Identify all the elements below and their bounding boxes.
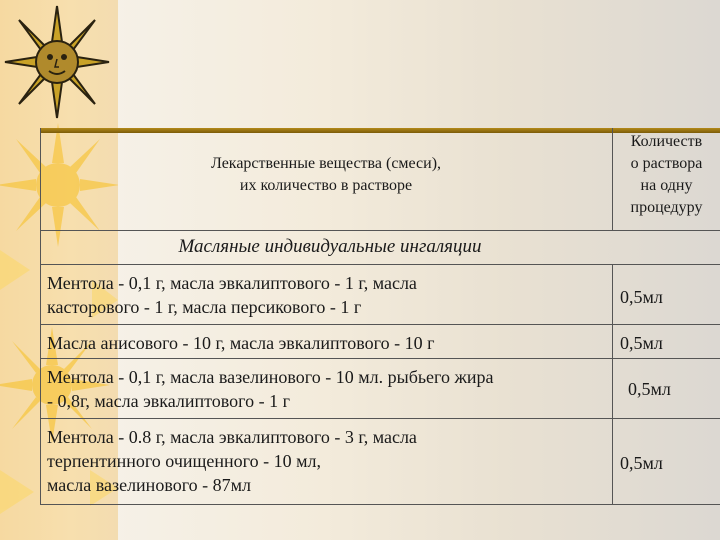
table-row-recipe [47, 425, 607, 497]
header-line: Лекарственные вещества (смеси), [210, 155, 442, 172]
recipe-line: Ментола - 0,1 г, масла вазелинового - 10 мл. рыбьего жира [47, 367, 494, 387]
row-divider [40, 230, 720, 231]
table-row-amount: 0,5мл [620, 287, 663, 307]
table-row-recipe [47, 365, 607, 413]
header-line: Количеств [630, 133, 703, 150]
column-divider [612, 264, 613, 505]
column-header-substances [40, 153, 612, 197]
recipe-line: касторового - 1 г, масла персикового - 1 г [47, 297, 362, 317]
table-row-amount: 0,5мл [620, 333, 663, 353]
recipe-line: Ментола - 0.8 г, масла эвкалиптового - 3 г, масла [47, 427, 417, 447]
row-divider [40, 504, 720, 505]
recipe-line: масла вазелинового - 87мл [47, 475, 251, 495]
table-row-recipe [47, 331, 607, 355]
table-row-amount: 0,5мл [620, 453, 663, 473]
header-line: на одну [640, 177, 693, 194]
header-line: о раствора [630, 155, 703, 172]
section-title: Масляные индивидуальные ингаляции [178, 236, 482, 257]
table-row-amount: 0,5мл [628, 379, 671, 399]
row-divider [40, 358, 720, 359]
header-line: их количество в растворе [239, 177, 413, 194]
sun-face-logo-icon [2, 2, 112, 122]
row-divider [40, 324, 720, 325]
column-header-amount [613, 131, 720, 219]
recipe-line: Ментола - 0,1 г, масла эвкалиптового - 1 г, масла [47, 273, 417, 293]
table-row-recipe [47, 271, 607, 319]
row-divider [40, 264, 720, 265]
recipe-line: терпентинного очищенного - 10 мл, [47, 451, 321, 471]
inhalation-table [40, 128, 720, 505]
recipe-line: - 0,8г, масла эвкалиптового - 1 г [47, 391, 290, 411]
header-line: процедуру [630, 199, 703, 216]
recipe-line: Масла анисового - 10 г, масла эвкалиптового - 10 г [47, 333, 435, 353]
row-divider [40, 418, 720, 419]
